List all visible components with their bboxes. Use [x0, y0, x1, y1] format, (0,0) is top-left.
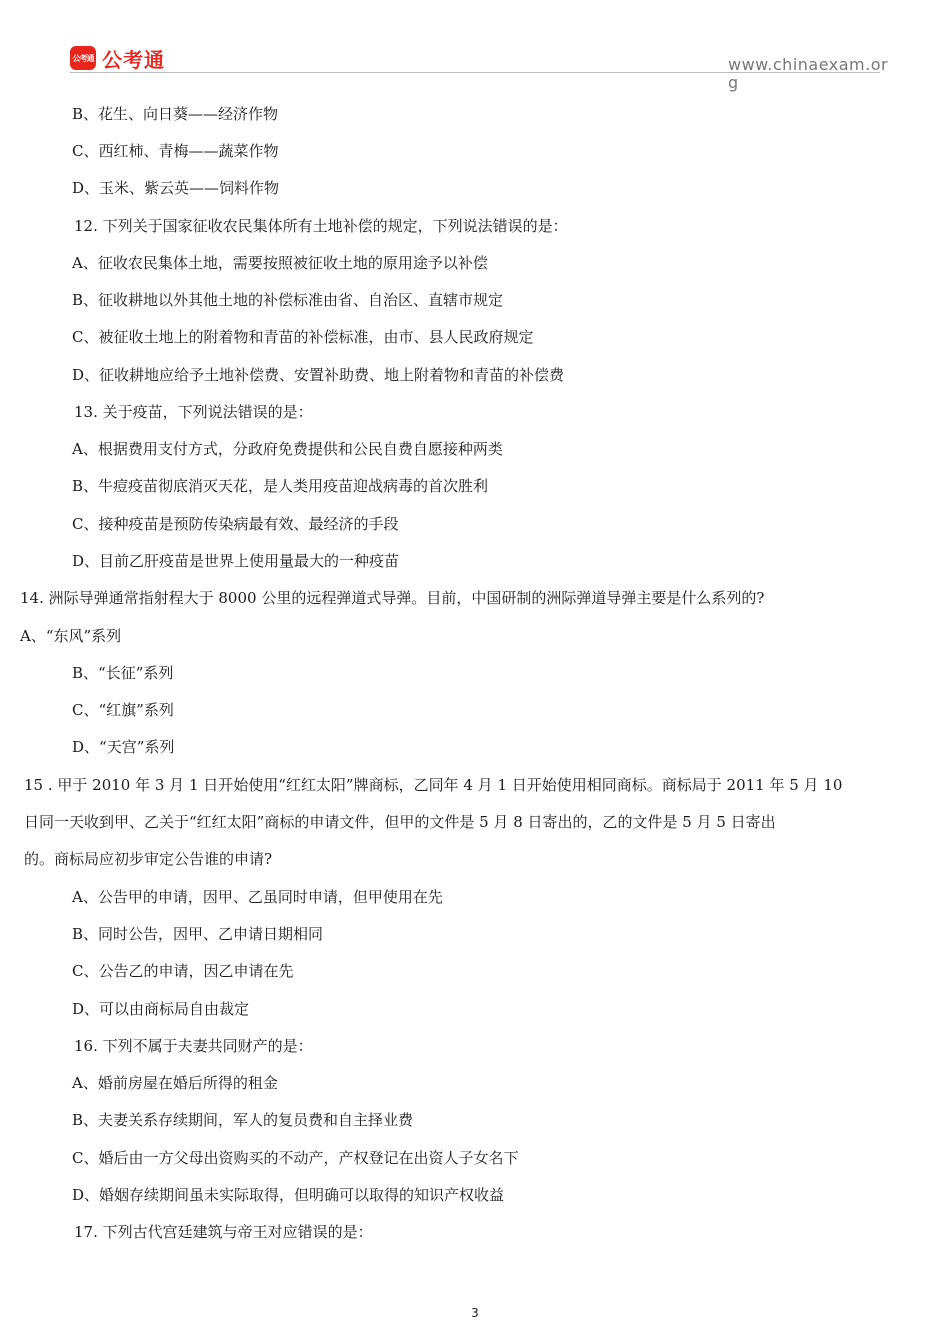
option-line: D、婚姻存续期间虽未实际取得，但明确可以取得的知识产权收益 [72, 1186, 505, 1204]
option-line: A、根据费用支付方式，分政府免费提供和公民自费自愿接种两类 [72, 440, 503, 458]
question-line: 12. 下列关于国家征收农民集体所有土地补偿的规定，下列说法错误的是： [74, 217, 568, 235]
logo [70, 46, 165, 70]
option-line: B、夫妻关系存续期间，军人的复员费和自主择业费 [72, 1111, 414, 1129]
option-line: C、被征收土地上的附着物和青苗的补偿标准，由市、县人民政府规定 [72, 328, 534, 346]
question-line: 14. 洲际导弹通常指射程大于 8000 公里的远程弹道式导弹。目前，中国研制的洲际弹道导弹主要是什么系列的? [20, 589, 765, 607]
question-line: 16. 下列不属于夫妻共同财产的是： [74, 1037, 313, 1055]
page-header [0, 0, 950, 100]
logo-text: 公考通 [102, 47, 165, 72]
option-line: D、玉米、紫云英——饲料作物 [72, 179, 280, 197]
option-line: C、接种疫苗是预防传染病最有效、最经济的手段 [72, 515, 399, 533]
option-line: A、“东风”系列 [20, 627, 122, 645]
option-line: C、婚后由一方父母出资购买的不动产，产权登记在出资人子女名下 [72, 1149, 519, 1167]
option-line: C、西红柿、青梅——蔬菜作物 [72, 142, 279, 160]
option-line: B、同时公告，因甲、乙申请日期相同 [72, 925, 324, 943]
option-line: D、征收耕地应给予土地补偿费、安置补助费、地上附着物和青苗的补偿费 [72, 366, 565, 384]
option-line: C、公告乙的申请，因乙申请在先 [72, 962, 294, 980]
question-line: 日同一天收到甲、乙关于“红红太阳”商标的申请文件，但甲的文件是 5 月 8 日寄出的，乙的文件是 5 月 5 日寄出 [24, 813, 776, 831]
option-line: C、“红旗”系列 [72, 701, 174, 719]
option-line: B、“长征”系列 [72, 664, 174, 682]
option-line: A、婚前房屋在婚后所得的租金 [72, 1074, 278, 1092]
option-line: D、“天宫”系列 [72, 738, 175, 756]
logo-badge-icon: 公考通 [70, 46, 96, 70]
option-line: A、征收农民集体土地，需要按照被征收土地的原用途予以补偿 [72, 254, 488, 272]
question-line: 17. 下列古代宫廷建筑与帝王对应错误的是： [74, 1223, 373, 1241]
option-line: B、花生、向日葵——经济作物 [72, 105, 279, 123]
option-line: B、牛痘疫苗彻底消灭天花，是人类用疫苗迎战病毒的首次胜利 [72, 477, 489, 495]
option-line: B、征收耕地以外其他土地的补偿标准由省、自治区、直辖市规定 [72, 291, 504, 309]
question-line: 15 . 甲于 2010 年 3 月 1 日开始使用“红红太阳”牌商标，乙同年 4 月 1 日开始使用相同商标。商标局于 2011 年 5 月 10 [24, 776, 843, 794]
option-line: A、公告甲的申请，因甲、乙虽同时申请，但甲使用在先 [72, 888, 443, 906]
option-line: D、目前乙肝疫苗是世界上使用量最大的一种疫苗 [72, 552, 400, 570]
site-url: www.chinaexam.org [728, 55, 889, 92]
page-number: 3 [471, 1306, 479, 1320]
option-line: D、可以由商标局自由裁定 [72, 1000, 250, 1018]
question-line: 13. 关于疫苗，下列说法错误的是： [74, 403, 313, 421]
question-line: 的。商标局应初步审定公告谁的申请? [24, 850, 273, 868]
